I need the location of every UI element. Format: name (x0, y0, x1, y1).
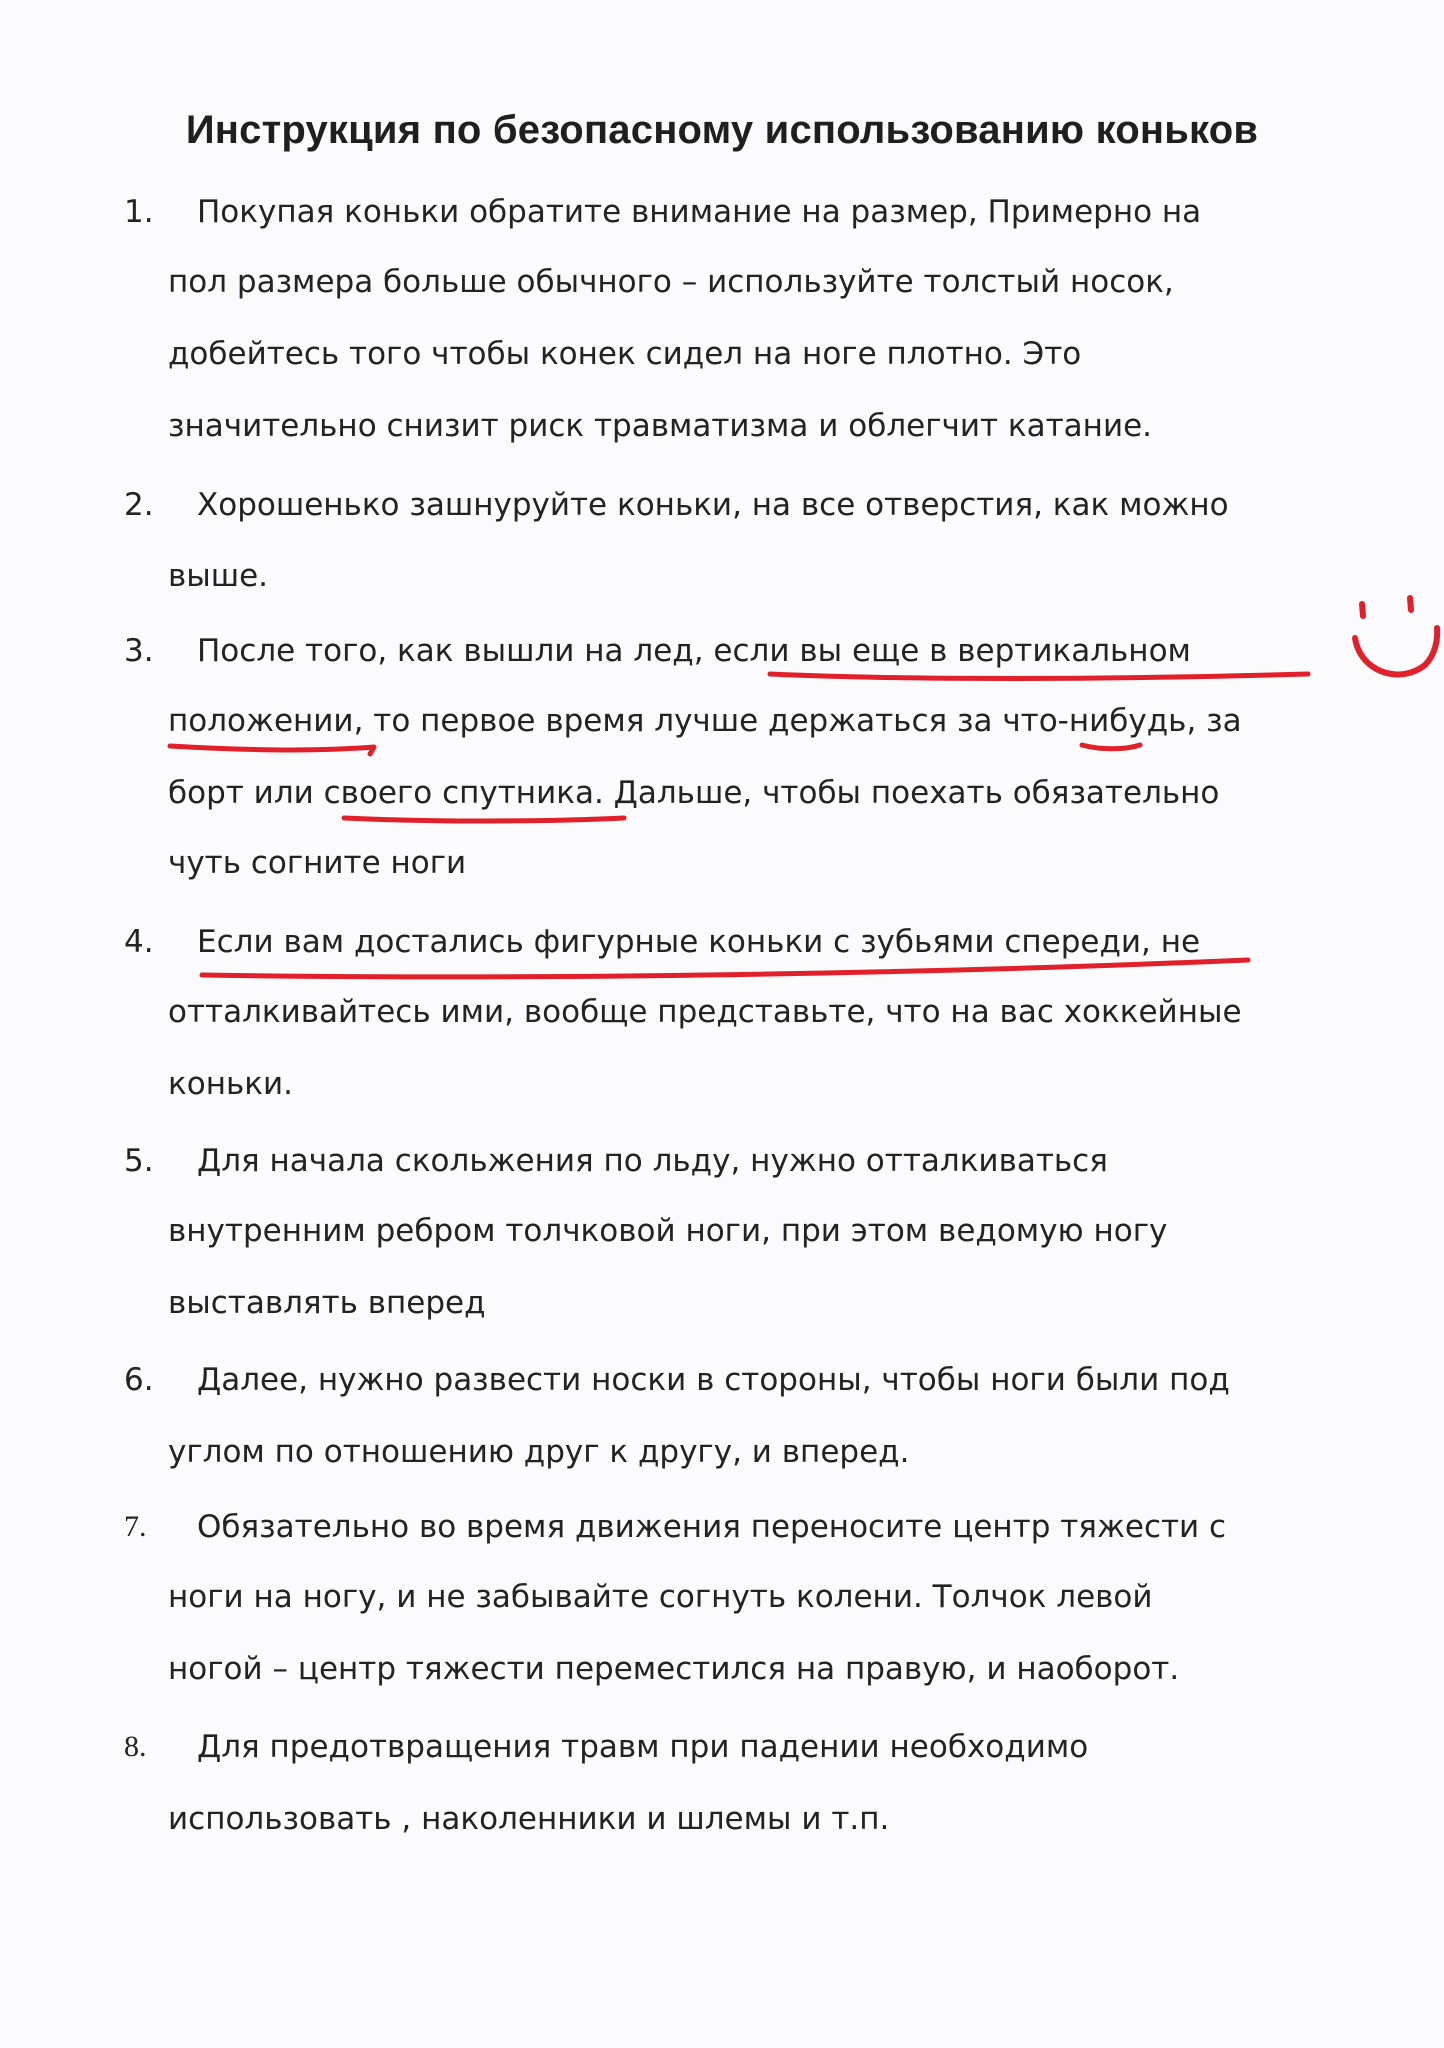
item-line: Хорошенько зашнуруйте коньки, на все отверстия, как можно (197, 487, 1229, 523)
underline-mark (770, 674, 1308, 679)
item-number: 8. (124, 1730, 147, 1763)
underline-mark (170, 746, 374, 754)
item-line: положении, то первое время лучше держаться за что-нибудь, за (168, 703, 1242, 739)
smiley-eye (1410, 598, 1411, 610)
item-line: ноги на ногу, и не забывайте согнуть колени. Толчок левой (168, 1579, 1153, 1615)
smiley-face-doodle (1355, 598, 1437, 674)
item-line: Для предотвращения травм при падении необходимо (197, 1729, 1089, 1765)
smiley-eye (1362, 604, 1363, 616)
item-number: 7. (124, 1510, 147, 1543)
item-line: использовать , наколенники и шлемы и т.п. (168, 1801, 890, 1837)
item-line: Обязательно во время движения переносите центр тяжести с (197, 1509, 1227, 1545)
item-number: 1. (124, 194, 154, 230)
item-line: выше. (168, 558, 269, 594)
item-line: коньки. (168, 1066, 293, 1102)
item-line: Для начала скольжения по льду, нужно отталкиваться (197, 1143, 1108, 1179)
smiley-mouth (1355, 628, 1437, 674)
item-line: выставлять вперед (168, 1285, 486, 1321)
item-number: 4. (124, 924, 154, 960)
item-line: После того, как вышли на лед, если вы еще в вертикальном (197, 633, 1191, 669)
underline-mark (202, 960, 1248, 977)
item-line: значительно снизит риск травматизма и облегчит катание. (168, 408, 1153, 444)
item-line: пол размера больше обычного – используйте толстый носок, (168, 264, 1174, 300)
item-line: ногой – центр тяжести переместился на правую, и наоборот. (168, 1651, 1180, 1687)
item-line: борт или своего спутника. Дальше, чтобы поехать обязательно (168, 775, 1220, 811)
item-number: 3. (124, 633, 154, 669)
item-line: внутренним ребром толчковой ноги, при этом ведомую ногу (168, 1213, 1168, 1249)
underline-mark (344, 818, 624, 821)
item-line: Если вам достались фигурные коньки с зубьями спереди, не (197, 924, 1201, 960)
item-line: Покупая коньки обратите внимание на размер, Примерно на (197, 194, 1202, 230)
item-line: добейтесь того чтобы конек сидел на ноге плотно. Это (168, 336, 1082, 372)
item-line: чуть согните ноги (168, 845, 467, 881)
item-line: отталкивайтесь ими, вообще представьте, что на вас хоккейные (168, 994, 1242, 1030)
document-title: Инструкция по безопасному использованию коньков (185, 108, 1259, 152)
item-number: 2. (124, 487, 154, 523)
underline-mark (1082, 745, 1140, 749)
item-number: 6. (124, 1362, 154, 1398)
item-line: углом по отношению друг к другу, и вперед. (168, 1434, 910, 1470)
item-number: 5. (124, 1143, 154, 1179)
item-line: Далее, нужно развести носки в стороны, чтобы ноги были под (197, 1362, 1230, 1398)
